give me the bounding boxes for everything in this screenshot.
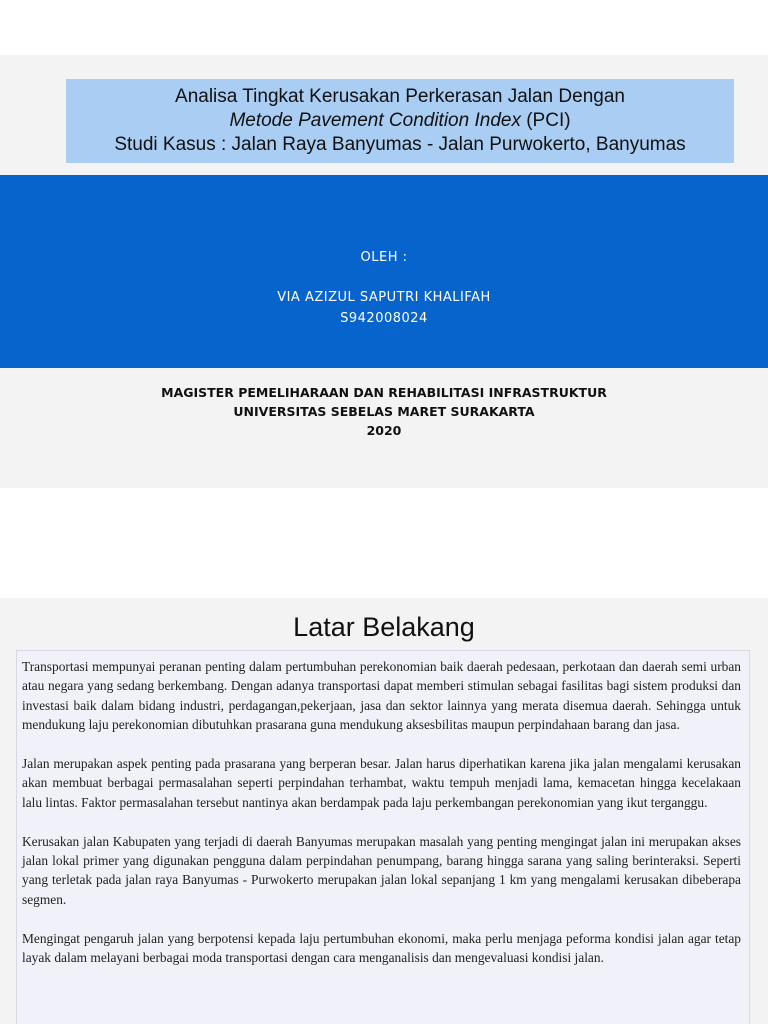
title-box bbox=[66, 79, 734, 163]
section-title: Latar Belakang bbox=[293, 612, 475, 642]
student-id: S942008024 bbox=[340, 311, 428, 326]
oleh-label: OLEH : bbox=[360, 250, 408, 265]
text-box bbox=[16, 650, 750, 1024]
title-line-2-rest: (PCI) bbox=[520, 110, 571, 131]
affiliation bbox=[0, 383, 768, 440]
paragraph: Transportasi mempunyai peranan penting dalam pertumbuhan perekonomian baik daerah pedesaan, perkotaan dan daerah semi urban atau negara yang sedang berkembang. Dengan adanya transportasi dapat memberi stimulan sebagai fasilitas bagi sistem produksi dan investasi baik dalam bidang industri, perdagangan,pekerjaan, jasa dan sektor lainnya yang merata disemua daerah. Sehingga untuk mendukung laju perekonomian dibutuhkan prasarana guna mendukung aksesbilitas maupun perpindahaan barang dan jasa. bbox=[22, 659, 741, 733]
paragraph: Kerusakan jalan Kabupaten yang terjadi di daerah Banyumas merupakan masalah yang penting mengingat jalan ini merupakan akses jalan lokal primer yang digunakan pengguna dalam perpindahan penumpang, barang hingga sarana yang saling berinteraksi. Seperti yang terletak pada jalan raya Banyumas - Purwokerto merupakan jalan lokal sepanjang 1 km yang mengalami kerusakan dibeberapa segmen. bbox=[22, 833, 741, 907]
affiliation-university: UNIVERSITAS SEBELAS MARET SURAKARTA bbox=[233, 404, 535, 419]
title-line-2 bbox=[66, 109, 734, 133]
title-line-1: Analisa Tingkat Kerusakan Perkerasan Jalan Dengan bbox=[175, 86, 625, 107]
title-line-3: Studi Kasus : Jalan Raya Banyumas - Jalan Purwokerto, Banyumas bbox=[114, 134, 686, 155]
paragraph: Jalan merupakan aspek penting pada prasarana yang berperan besar. Jalan harus diperhatikan karena jika jalan mengalami kerusakan akan membuat berbagai permasalahan seperti perpindahan terhambat, waktu tempuh menjadi lama, kemacetan hingga kecelakaan lalu lintas. Faktor permasalahan tersebut nantinya akan berdampak pada laju perkembangan perekonomian yang ikut terganggu. bbox=[22, 756, 741, 810]
paragraph: Mengingat pengaruh jalan yang berpotensi kepada laju pertumbuhan ekonomi, maka perlu menjaga peforma kondisi jalan agar tetap layak dalam melayani berbagai moda transportasi dengan cara menganalisis dan mengevaluasi kondisi jalan. bbox=[22, 930, 741, 966]
slide-cover bbox=[0, 55, 768, 488]
affiliation-year: 2020 bbox=[366, 423, 402, 438]
author-name: VIA AZIZUL SAPUTRI KHALIFAH bbox=[277, 290, 491, 305]
title-line-2-italic: Metode Pavement Condition Index bbox=[229, 110, 521, 131]
affiliation-program: MAGISTER PEMELIHARAAN DAN REHABILITASI INFRASTRUKTUR bbox=[161, 385, 607, 400]
slide-background bbox=[0, 598, 768, 1024]
author-band bbox=[0, 175, 768, 368]
